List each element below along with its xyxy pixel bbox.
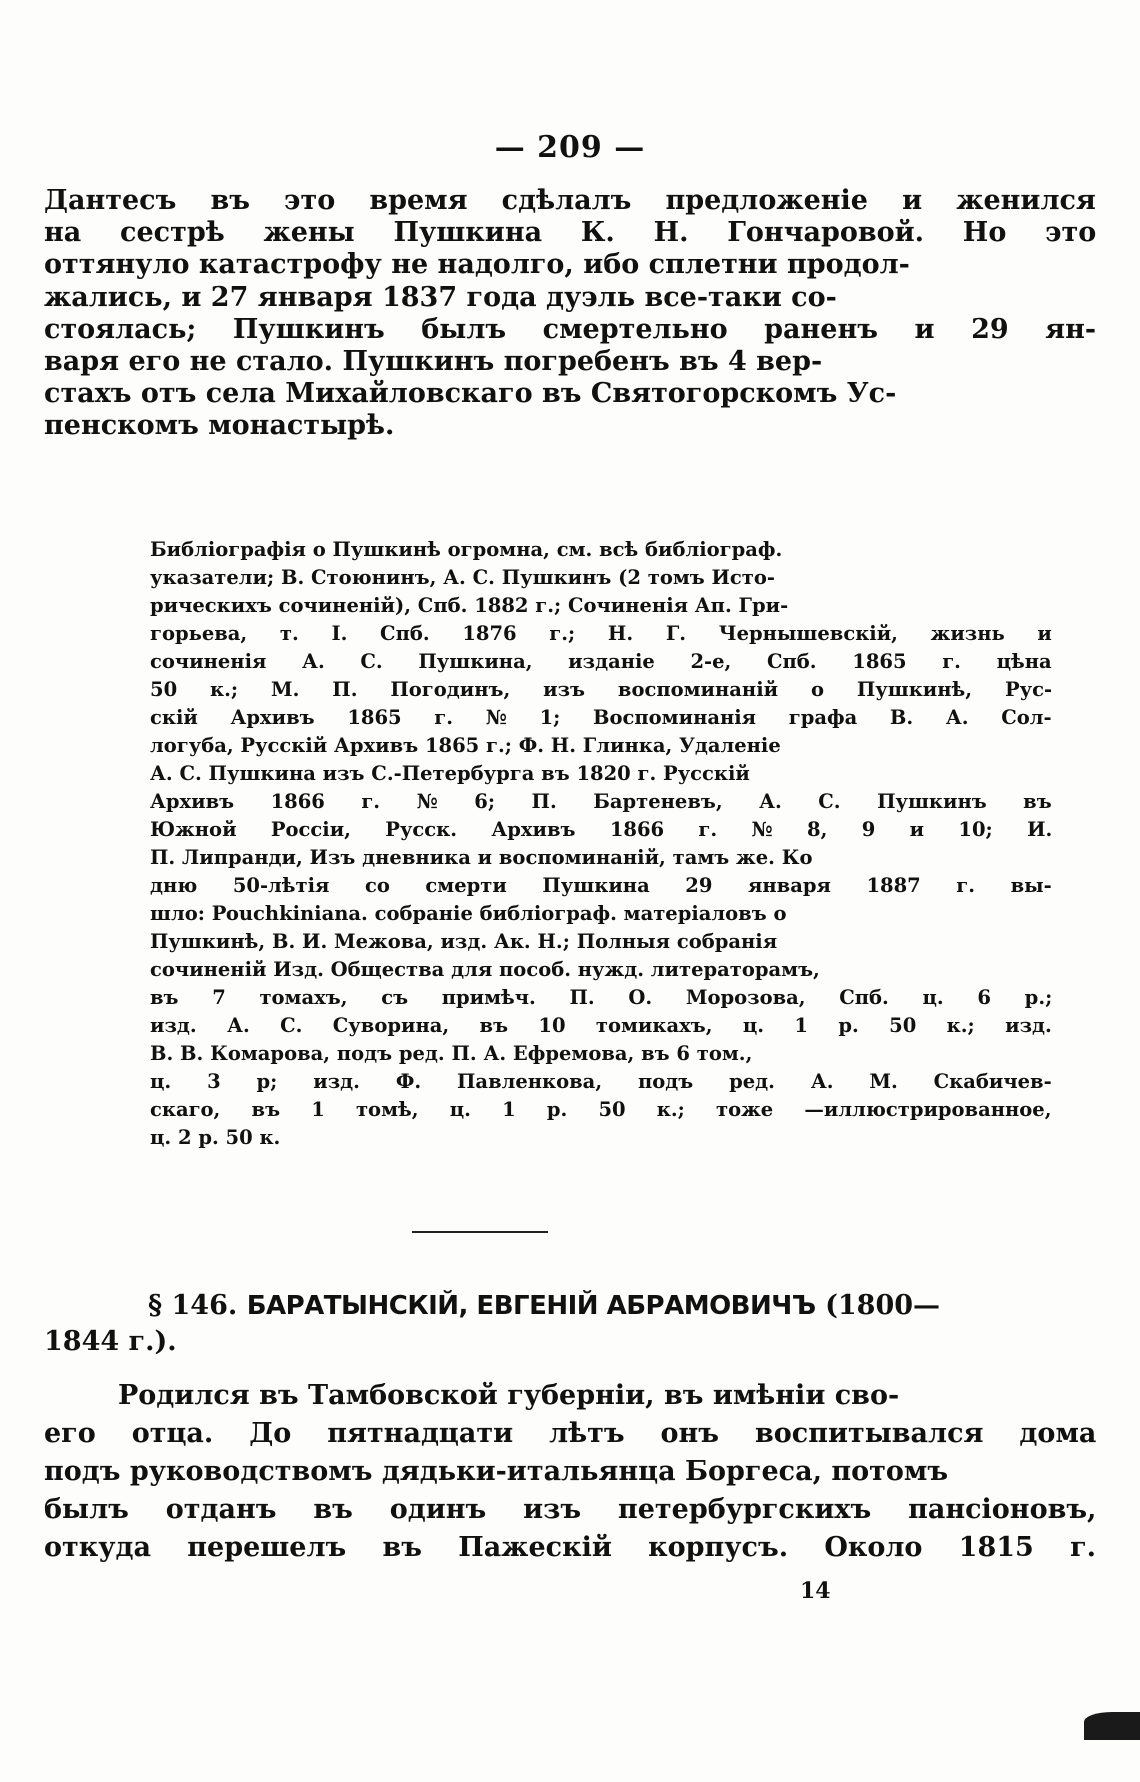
section-number: § 146. bbox=[148, 1290, 238, 1321]
text-line: на сестрѣ жены Пушкина К. Н. Гончаровой. Но это bbox=[44, 217, 1097, 248]
text-line: стахъ отъ села Михайловскаго въ Святогорскомъ Ус- bbox=[44, 378, 897, 409]
text-line: его отца. До пятнадцати лѣтъ онъ воспитывался дома bbox=[44, 1418, 1097, 1449]
bibliography-line: горьева, т. I. Спб. 1876 г.; Н. Г. Чернышевскій, жизнь и bbox=[150, 622, 1052, 645]
text-line: стоялась; Пушкинъ былъ смертельно раненъ и 29 ян- bbox=[44, 314, 1097, 345]
bibliography-line: Архивъ 1866 г. № 6; П. Бартеневъ, А. С. Пушкинъ въ bbox=[150, 790, 1052, 813]
bibliography-line: П. Липранди, Изъ дневника и воспоминаній, тамъ же. Ко bbox=[150, 846, 813, 869]
bibliography-line: Южной Россіи, Русск. Архивъ 1866 г. № 8, 9 и 10; И. bbox=[150, 818, 1053, 841]
section-divider bbox=[412, 1231, 548, 1233]
text-line: пенскомъ монастырѣ. bbox=[44, 410, 395, 441]
bibliography-line: изд. А. С. Суворина, въ 10 томикахъ, ц. 1 р. 50 к.; изд. bbox=[150, 1014, 1052, 1037]
bibliography-line: В. В. Комарова, подъ ред. П. А. Ефремова, въ 6 том., bbox=[150, 1042, 753, 1065]
heading-line bbox=[148, 1290, 940, 1321]
bibliography-line: сочиненія А. С. Пушкина, изданіе 2-е, Спб. 1865 г. цѣна bbox=[150, 650, 1052, 673]
bibliography-line: дню 50-лѣтія со смерти Пушкина 29 января 1887 г. вы- bbox=[150, 874, 1052, 897]
text-line: Дантесъ въ это время сдѣлалъ предложеніе и женился bbox=[44, 185, 1096, 216]
heading-dates-end: 1844 г.). bbox=[44, 1326, 177, 1357]
bibliography-line: Библіографія о Пушкинѣ огромна, см. всѣ библіограф. bbox=[150, 538, 783, 561]
section-dates: (1800— bbox=[825, 1290, 941, 1321]
bibliography-line: въ 7 томахъ, съ примѣч. П. О. Морозова, Спб. ц. 6 р.; bbox=[150, 986, 1053, 1009]
text-line: Родился въ Тамбовской губерніи, въ имѣніи сво- bbox=[118, 1380, 900, 1411]
bibliography-line: шло: Pouchkiniana. собраніе библіограф. матеріаловъ о bbox=[150, 902, 787, 925]
section-title: БАРАТЫНСКІЙ, ЕВГЕНІЙ АБРАМОВИЧЪ bbox=[246, 1291, 816, 1321]
text-line: жались, и 27 января 1837 года дуэль все-таки со- bbox=[44, 282, 837, 313]
bibliography-line: указатели; В. Стоюнинъ, А. С. Пушкинъ (2 томъ Исто- bbox=[150, 566, 775, 589]
bibliography-line: 50 к.; М. П. Погодинъ, изъ воспоминаній о Пушкинѣ, Рус- bbox=[150, 678, 1053, 701]
bibliography-line: ц. 3 р; изд. Ф. Павленкова, подъ ред. А. М. Скабичев- bbox=[150, 1070, 1052, 1093]
text-line: былъ отданъ въ одинъ изъ петербургскихъ пансіоновъ, bbox=[44, 1494, 1097, 1525]
page-number: — 209 — bbox=[494, 130, 646, 165]
signature-mark: 14 bbox=[800, 1578, 831, 1604]
text-line: оттянуло катастрофу не надолго, ибо сплетни продол- bbox=[44, 249, 910, 280]
bibliography-line: логуба, Русскій Архивъ 1865 г.; Ф. Н. Глинка, Удаленіе bbox=[150, 734, 781, 757]
text-line: откуда перешелъ въ Пажескій корпусъ. Около 1815 г. bbox=[44, 1532, 1097, 1563]
text-line: подъ руководствомъ дядьки-итальянца Боргеса, потомъ bbox=[44, 1456, 949, 1487]
bibliography-line: рическихъ сочиненій), Спб. 1882 г.; Сочиненія Ап. Гри- bbox=[150, 594, 789, 617]
page-edge-smudge bbox=[1084, 1712, 1140, 1740]
bibliography-line: скій Архивъ 1865 г. № 1; Воспоминанія графа В. А. Сол- bbox=[150, 706, 1052, 729]
bibliography-line: ц. 2 р. 50 к. bbox=[150, 1126, 281, 1149]
bibliography-line: скаго, въ 1 томѣ, ц. 1 р. 50 к.; тоже —иллюстрированное, bbox=[150, 1098, 1052, 1121]
bibliography-line: А. С. Пушкина изъ С.-Петербурга въ 1820 г. Русскій bbox=[150, 762, 750, 785]
text-line: варя его не стало. Пушкинъ погребенъ въ 4 вер- bbox=[44, 346, 823, 377]
bibliography-line: Пушкинѣ, В. И. Межова, изд. Ак. Н.; Полныя собранія bbox=[150, 930, 778, 953]
bibliography-line: сочиненій Изд. Общества для пособ. нужд. литераторамъ, bbox=[150, 958, 820, 981]
